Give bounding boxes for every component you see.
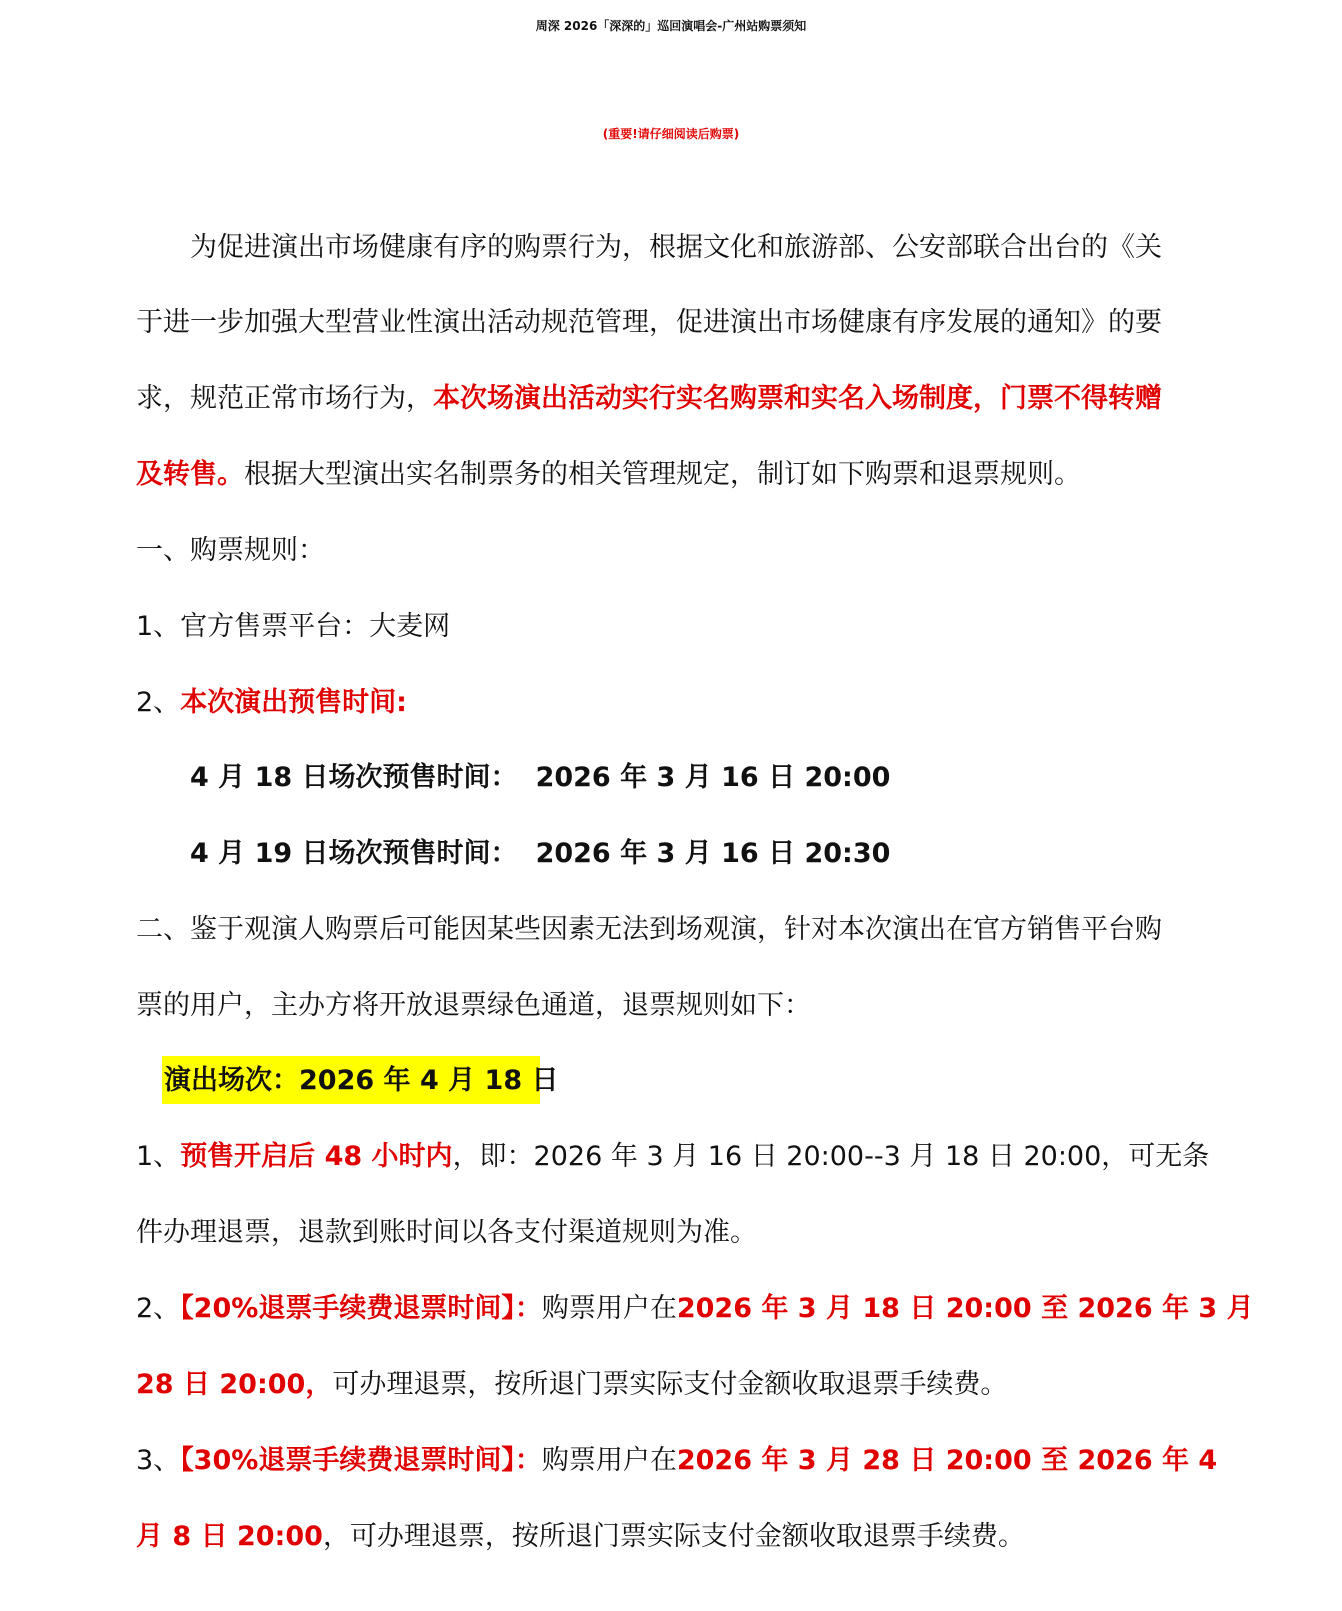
refund-rule-2-time: 2026 年 3 月 18 日 20:00 至 2026 年 3 月 (676, 1293, 1254, 1324)
section-1-item-2-emphasis: 本次演出预售时间: (180, 687, 407, 718)
section-1-heading: 一、购票规则： (136, 535, 325, 566)
refund-rule-3-time-end: 月 8 日 20:00 (136, 1521, 323, 1552)
section-2-heading-line-2: 票的用户，主办方将开放退票绿色通道，退票规则如下： (136, 990, 811, 1021)
refund-rule-2-line-2-plain: 可办理退票，按所退门票实际支付金额收取退票手续费。 (332, 1369, 1008, 1400)
section-1-item-1: 1、官方售票平台：大麦网 (136, 611, 451, 642)
presale-time-1 (190, 758, 890, 798)
refund-rule-2-prefix: 2、 (136, 1293, 181, 1324)
page-title: 周深 2026「深深的」巡回演唱会-广州站购票须知 (535, 19, 807, 33)
refund-rule-1 (136, 1137, 1209, 1177)
presale-time-2 (190, 834, 890, 874)
refund-rule-3-line-2-plain: ，可办理退票，按所退门票实际支付金额收取退票手续费。 (322, 1521, 1025, 1552)
refund-rule-1-emphasis: 预售开启后 48 小时内 (180, 1141, 453, 1172)
section-1-item-2 (136, 683, 407, 723)
intro-line-2: 于进一步加强大型营业性演出活动规范管理，促进演出市场健康有序发展的通知》的要 (136, 307, 1162, 338)
intro-line-3-plain: 求，规范正常市场行为， (136, 383, 433, 414)
intro-line-4 (136, 455, 1081, 495)
refund-rule-2-plain: 购票用户在 (541, 1293, 677, 1324)
section-2-heading-line-1: 二、鉴于观演人购票后可能因某些因素无法到场观演，针对本次演出在官方销售平台购 (136, 914, 1162, 945)
section-1-item-2-prefix: 2、 (136, 687, 181, 718)
refund-rule-2 (136, 1289, 1254, 1329)
refund-rule-1-plain: ，即：2026 年 3 月 16 日 20:00--3 月 18 日 20:00，可无条 (452, 1141, 1210, 1172)
presale-time-1-value: 2026 年 3 月 16 日 20:00 (535, 762, 891, 793)
refund-rule-2-tag: 【20%退票手续费退票时间】： (180, 1293, 542, 1324)
refund-rule-3-time: 2026 年 3 月 28 日 20:00 至 2026 年 4 (676, 1445, 1218, 1476)
presale-time-1-label: 4 月 18 日场次预售时间： (190, 762, 518, 793)
page-subtitle (0, 114, 1342, 154)
refund-rule-1-line-2: 件办理退票，退款到账时间以各支付渠道规则为准。 (136, 1217, 757, 1248)
refund-rule-1-prefix: 1、 (136, 1141, 181, 1172)
intro-line-3 (136, 379, 1162, 419)
refund-rule-3-prefix: 3、 (136, 1445, 181, 1476)
refund-rule-3 (136, 1441, 1217, 1481)
intro-line-4-emphasis: 及转售。 (136, 459, 244, 490)
refund-rule-3-line-2 (136, 1517, 1025, 1557)
presale-time-2-value: 2026 年 3 月 16 日 20:30 (535, 838, 891, 869)
presale-time-2-label: 4 月 19 日场次预售时间： (190, 838, 518, 869)
session-label: 演出场次：2026 年 4 月 18 日 (164, 1065, 559, 1096)
refund-rule-2-time-end: 28 日 20:00， (136, 1369, 333, 1400)
important-notice: (重要!请仔细阅读后购票) (602, 127, 740, 141)
refund-rule-3-plain: 购票用户在 (541, 1445, 677, 1476)
intro-line-3-emphasis: 本次场演出活动实行实名购票和实名入场制度，门票不得转赠 (433, 383, 1162, 414)
refund-rule-2-line-2 (136, 1365, 1007, 1405)
intro-line-4-plain: 根据大型演出实名制票务的相关管理规定，制订如下购票和退票规则。 (244, 459, 1081, 490)
refund-rule-3-tag: 【30%退票手续费退票时间】： (180, 1445, 542, 1476)
intro-line-1: 为促进演出市场健康有序的购票行为，根据文化和旅游部、公安部联合出台的《关 (190, 232, 1162, 263)
